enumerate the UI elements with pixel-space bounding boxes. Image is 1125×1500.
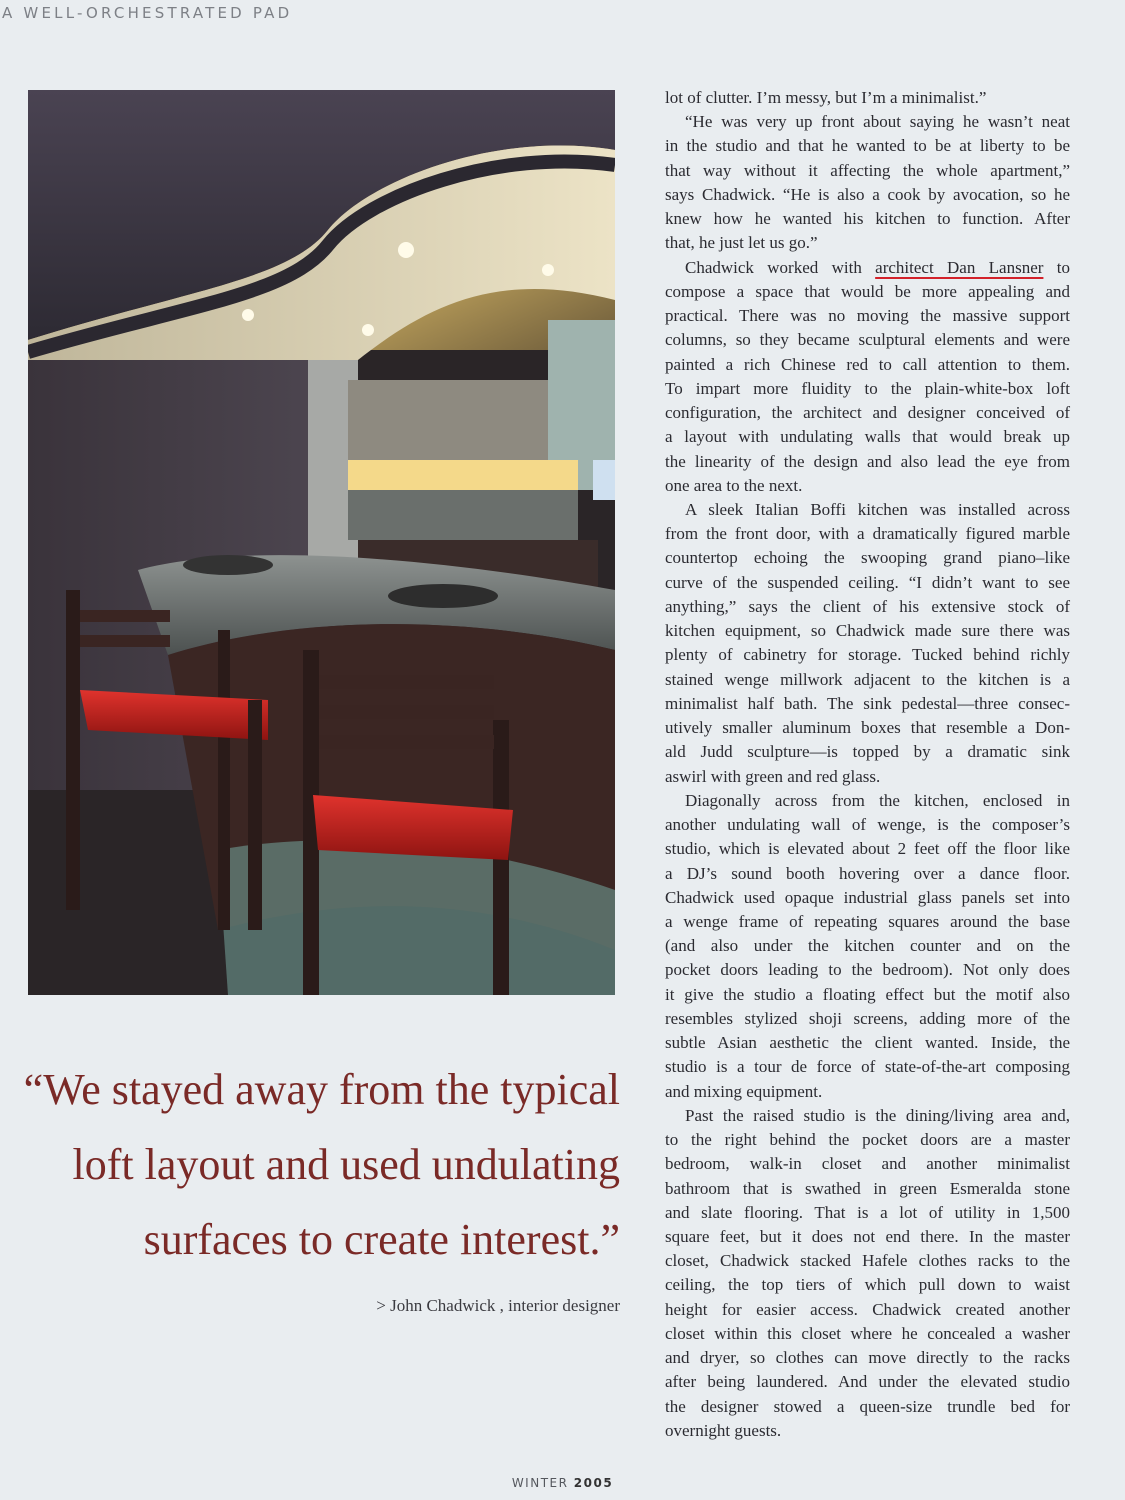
text-line: after being laundered. And under the elevated studio <box>665 1372 1070 1392</box>
text-line: and mixing equipment. <box>665 1081 823 1101</box>
text-line: (and also under the kitchen counter and on the <box>665 936 1070 956</box>
quote-attribution: > John Chadwick , interior designer <box>376 1296 620 1315</box>
text-line: aswirl with green and red glass. <box>665 766 881 786</box>
text-line: A sleek Italian Boffi kitchen was installed across <box>685 499 1070 519</box>
text-line: that, he just let us go.” <box>665 233 818 253</box>
page-footer <box>0 1476 1125 1490</box>
text-line: and dryer, so clothes can move directly to the racks <box>665 1348 1070 1368</box>
text-line: practical. There was no moving the massive support <box>665 306 1070 326</box>
text-line: resembles stylized shoji screens, adding more of the <box>665 1008 1070 1028</box>
footer-year: 2005 <box>573 1476 614 1490</box>
text-line: painted a rich Chinese red to call attention to them. <box>665 354 1070 374</box>
text-line: overnight guests. <box>665 1420 782 1440</box>
pull-quote-line: loft layout and used undulating <box>72 1140 620 1189</box>
text-line: it give the studio a floating effect but the motif also <box>665 984 1070 1004</box>
text-line: studio is a tour de force of state-of-the-art composing <box>665 1057 1070 1077</box>
text-line: configuration, the architect and designer conceived of <box>665 403 1070 423</box>
text-line: a layout with undulating walls that would break up <box>665 427 1070 447</box>
text-line: from the front door, with a dramatically figured marble <box>665 524 1070 544</box>
text-line: countertop echoing the swooping grand piano–like <box>665 548 1070 568</box>
text-line: lot of clutter. I’m messy, but I’m a minimalist.” <box>665 88 987 107</box>
text-line: compose a space that would be more appealing and <box>665 281 1070 301</box>
text-line: utively smaller aluminum boxes that resemble a Don- <box>665 718 1070 738</box>
text-line: another undulating wall of wenge, is the composer’s <box>665 815 1070 835</box>
text-line: Chadwick worked with architect Dan Lansner to <box>685 257 1070 277</box>
text-line: minimalist half bath. The sink pedestal—three consec- <box>665 693 1070 713</box>
text-line: pocket doors leading to the bedroom). Not only does <box>665 960 1070 980</box>
text-line: that way without it affecting the whole apartment,” <box>665 160 1070 180</box>
text-line: closet, Chadwick stacked Hafele clothes racks to the <box>665 1251 1070 1271</box>
text-line: to the right behind the pocket doors are a master <box>665 1130 1070 1150</box>
text-line: Chadwick used opaque industrial glass panels set into <box>665 887 1070 907</box>
text-line: subtle Asian aesthetic the client wanted. Inside, the <box>665 1033 1070 1053</box>
underlined-name: architect Dan Lansner <box>875 257 1044 277</box>
article-paragraph <box>665 789 1070 1104</box>
text-line: anything,” says the client of his extensive stock of <box>665 596 1070 616</box>
text-line: ald Judd sculpture—is topped by a dramatic sink <box>665 742 1070 762</box>
article-paragraph <box>665 1104 1070 1443</box>
kitchen-photo <box>28 90 615 995</box>
text-line: says Chadwick. “He is also a cook by avocation, so he <box>665 184 1070 204</box>
text-line: Past the raised studio is the dining/living area and, <box>685 1105 1070 1125</box>
text-line: studio, which is elevated about 2 feet off the floor like <box>665 839 1070 859</box>
running-head: A WELL-ORCHESTRATED PAD <box>2 4 293 22</box>
text-line: bedroom, walk-in closet and another minimalist <box>665 1154 1070 1174</box>
text-line: in the studio and that he wanted to be at liberty to be <box>665 136 1070 156</box>
article-paragraph <box>665 110 1070 255</box>
text-line: a wenge frame of repeating squares around the base <box>665 911 1070 931</box>
text-line: a DJ’s sound booth hovering over a dance floor. <box>665 863 1070 883</box>
text-line: the designer stowed a queen-size trundle bed for <box>665 1396 1070 1416</box>
text-line: and slate flooring. That is a lot of utility in 1,500 <box>665 1202 1070 1222</box>
text-line: kitchen equipment, so Chadwick made sure there was <box>665 621 1070 641</box>
text-line: “He was very up front about saying he wasn’t neat <box>685 112 1070 132</box>
text-line: To impart more fluidity to the plain-white-box loft <box>665 378 1070 398</box>
text-line: stained wenge millwork adjacent to the kitchen is a <box>665 669 1070 689</box>
text-line: ceiling, the top tiers of which pull down to waist <box>665 1275 1070 1295</box>
text-line: one area to the next. <box>665 475 803 495</box>
text-line: square feet, but it does not end there. In the master <box>665 1227 1070 1247</box>
text-line: bathroom that is swathed in green Esmeralda stone <box>665 1178 1070 1198</box>
pull-quote-line: surfaces to create interest.” <box>143 1215 620 1264</box>
footer-season: WINTER <box>511 1476 569 1490</box>
text-line: curve of the suspended ceiling. “I didn’t want to see <box>665 572 1070 592</box>
text-line: closet within this closet where he concealed a washer <box>665 1323 1070 1343</box>
text-line: knew how he wanted his kitchen to function. After <box>665 209 1070 229</box>
text-line: Diagonally across from the kitchen, enclosed in <box>685 790 1070 810</box>
article-body <box>665 86 1070 1443</box>
article-paragraph <box>665 498 1070 789</box>
text-line: columns, so they became sculptural elements and were <box>665 330 1070 350</box>
text-line: the linearity of the design and also lead the eye from <box>665 451 1070 471</box>
article-paragraph <box>665 86 1070 110</box>
text-line: height for easier access. Chadwick created another <box>665 1299 1070 1319</box>
article-paragraph <box>665 256 1070 498</box>
pull-quote <box>20 1052 620 1277</box>
pull-quote-line: “We stayed away from the typical <box>23 1065 620 1114</box>
text-line: plenty of cabinetry for storage. Tucked behind richly <box>665 645 1070 665</box>
